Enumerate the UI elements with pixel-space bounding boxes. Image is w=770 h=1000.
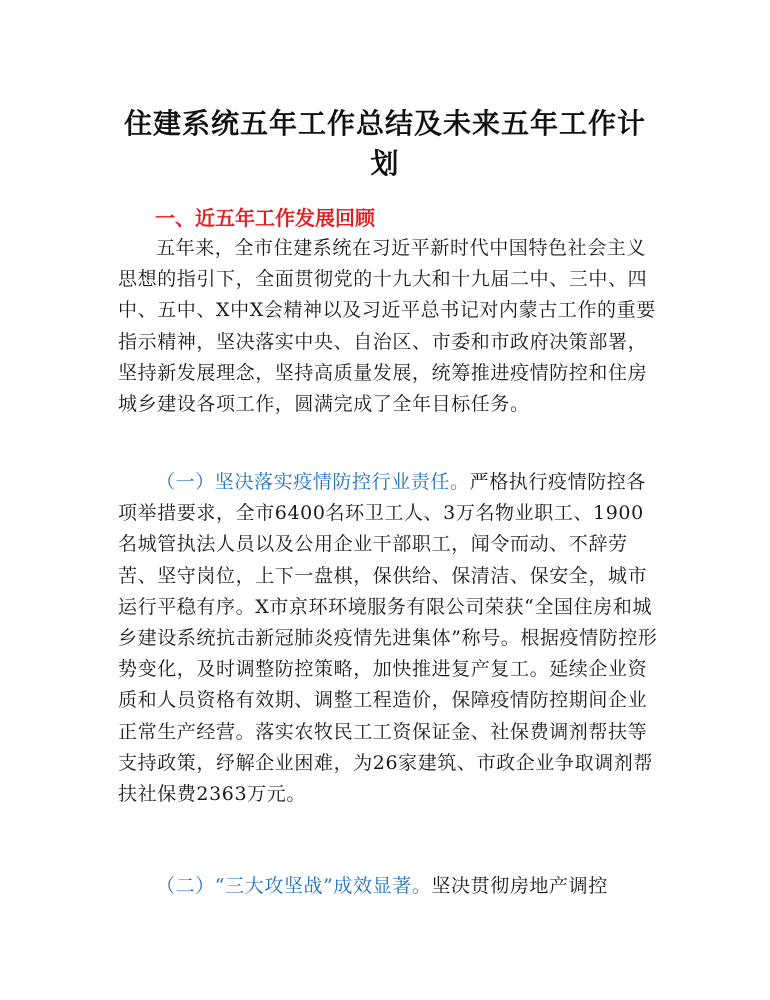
paragraph-epidemic-text: 严格执行疫情防控各项举措要求，全市6400名环卫工人、3万名物业职工、1900名城管执法人员以及公用企业干部职工，闻令而动、不辞劳苦、坚守岗位，上下一盘棋，保供给、保清洁、保安全，城市运行平稳有序。X市京环环境服务有限公司荣获“全国住房和城乡建设系统抗击新冠肺炎疫情先进集体”称号。根据疫情防控形势变化，及时调整防控策略，加快推进复产复工。延续企业资质和人员资格有效期、调整工程造价，保障疫情防控期间企业正常生产经营。落实农牧民工工资保证金、社保费调剂帮扶等支持政策，纾解企业困难，为26家建筑、市政企业争取调剂帮扶社保费2363万元。 <box>118 471 658 806</box>
subsection-heading-2: （二）“三大攻坚战”成效显著。 <box>156 875 432 897</box>
document-title: 住建系统五年工作总结及未来五年工作计划 <box>123 107 646 180</box>
subsection-heading-1: （一）坚决落实疫情防控行业责任。 <box>156 471 470 493</box>
section-heading: 一、近五年工作发展回顾 <box>155 206 375 230</box>
paragraph-overview: 五年来，全市住建系统在习近平新时代中国特色社会主义思想的指引下，全面贯彻党的十九大和十九届二中、三中、四中、五中、X中X会精神以及习近平总书记对内蒙古工作的重要指示精神，坚决落实中央、自治区、市委和市政府决策部署，坚持新发展理念，坚持高质量发展，统筹推进疫情防控和住房城乡建设各项工作，圆满完成了全年目标任务。 <box>118 237 656 416</box>
paragraph-epidemic <box>118 467 658 810</box>
paragraph-three-battles <box>118 871 658 902</box>
paragraph-three-battles-text: 坚决贯彻房地产调控 <box>431 875 608 897</box>
